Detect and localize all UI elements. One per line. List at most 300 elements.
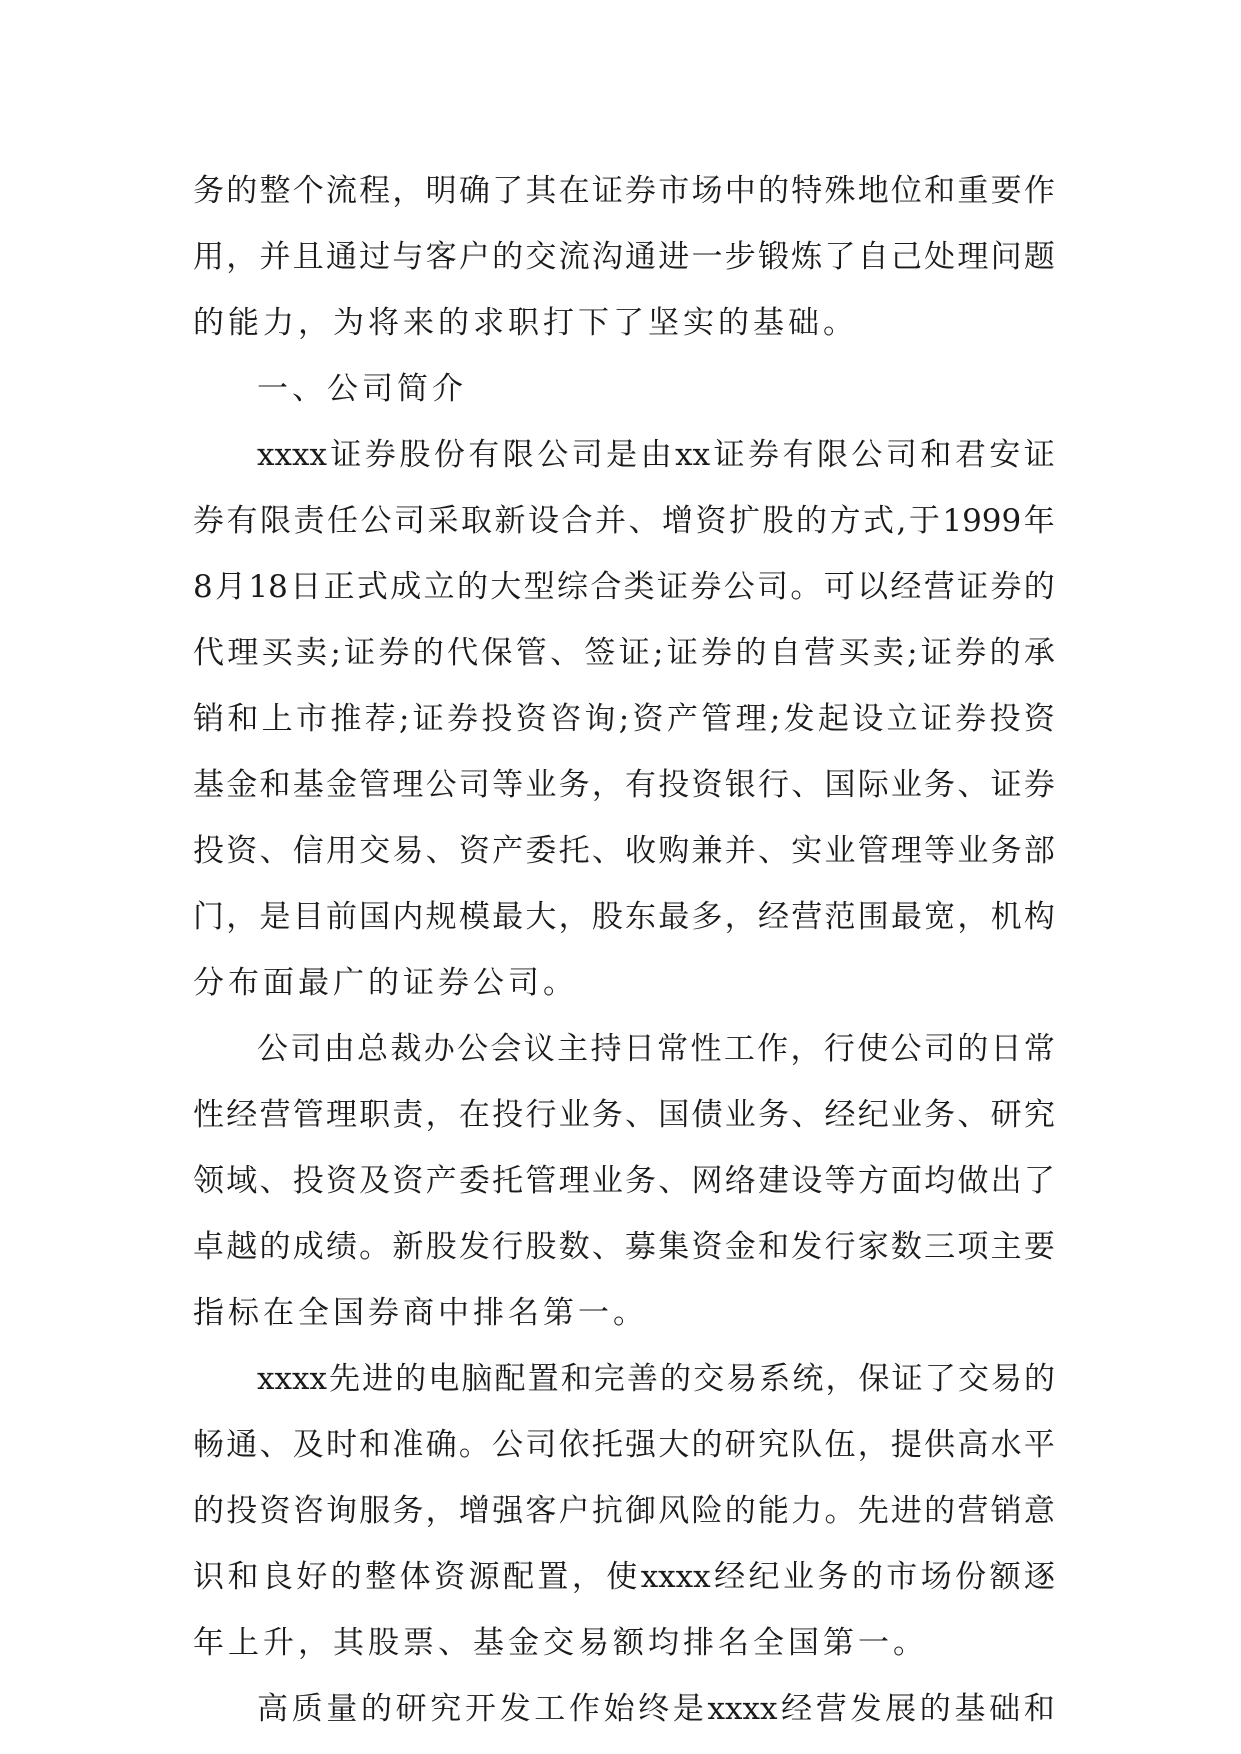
glyph: 券 xyxy=(690,569,722,605)
glyph: 特 xyxy=(791,173,823,209)
glyph: 使 xyxy=(857,1031,889,1067)
glyph: 地 xyxy=(857,173,889,209)
glyph: 易 xyxy=(392,833,424,869)
glyph: 职 xyxy=(359,1097,391,1133)
glyph: 。 xyxy=(359,1229,391,1265)
glyph: 目 xyxy=(292,899,324,935)
glyph: 服 xyxy=(359,1493,391,1529)
glyph: 有 xyxy=(782,437,814,473)
glyph: ; xyxy=(653,635,664,671)
glyph: 投 xyxy=(989,701,1021,737)
glyph: 逐 xyxy=(1024,1559,1055,1595)
glyph: 行 xyxy=(525,1097,557,1133)
glyph: 立 xyxy=(886,701,918,737)
glyph: 的 xyxy=(259,1229,291,1265)
glyph: 委 xyxy=(525,833,557,869)
glyph: 量 xyxy=(326,1691,358,1727)
glyph: 出 xyxy=(990,1163,1022,1199)
text-line xyxy=(193,1280,1055,1346)
glyph: 供 xyxy=(924,1427,956,1463)
glyph: 新 xyxy=(392,1229,424,1265)
glyph: 时 xyxy=(325,1427,357,1463)
glyph: 理 xyxy=(558,1163,590,1199)
glyph: 个 xyxy=(292,173,324,209)
glyph: 和 xyxy=(227,1559,259,1595)
text-line xyxy=(193,1676,1055,1742)
glyph: 额 xyxy=(989,1559,1021,1595)
glyph: 基 xyxy=(292,767,324,803)
glyph: 纪 xyxy=(748,1559,780,1595)
glyph: 一 xyxy=(691,239,723,275)
glyph: 有 xyxy=(226,503,258,539)
glyph: 抗 xyxy=(591,1493,623,1529)
glyph: 确 xyxy=(425,1427,457,1463)
glyph: 务 xyxy=(924,767,956,803)
glyph: 证 xyxy=(330,437,362,473)
glyph: 配 xyxy=(502,1559,534,1595)
glyph: 券 xyxy=(193,503,224,539)
glyph: 构 xyxy=(1023,899,1055,935)
glyph: 和 xyxy=(227,701,259,737)
glyph: 股 xyxy=(762,503,794,539)
glyph: 询 xyxy=(584,701,616,737)
glyph: 完 xyxy=(593,1361,625,1397)
glyph: 性 xyxy=(690,1031,722,1067)
glyph: 18 xyxy=(248,569,288,605)
text-line xyxy=(193,488,1055,554)
glyph: 理 xyxy=(890,833,922,869)
glyph: 证 xyxy=(412,701,444,737)
glyph: 等 xyxy=(492,767,524,803)
glyph: 公 xyxy=(537,437,569,473)
glyph: 明 xyxy=(425,173,457,209)
glyph: 能 xyxy=(757,1493,789,1529)
glyph: 数 xyxy=(558,1229,590,1265)
glyph: 理 xyxy=(325,1097,357,1133)
glyph: 户 xyxy=(558,1493,590,1529)
glyph: 开 xyxy=(464,1691,496,1727)
glyph: 年 xyxy=(1023,503,1055,539)
glyph: 投 xyxy=(658,767,690,803)
glyph: 在 xyxy=(458,1097,490,1133)
glyph: 券 xyxy=(1023,767,1055,803)
glyph: 究 xyxy=(1023,1097,1055,1133)
glyph: 且 xyxy=(292,239,324,275)
glyph: 综 xyxy=(556,569,588,605)
text-line xyxy=(193,224,1055,290)
glyph: 置 xyxy=(537,1559,569,1595)
text-line xyxy=(193,686,1055,752)
glyph: 资 xyxy=(632,701,664,737)
glyph: 的 xyxy=(691,1427,723,1463)
text-line xyxy=(193,1016,1055,1082)
glyph: 证 xyxy=(344,635,376,671)
glyph: 咨 xyxy=(292,1493,324,1529)
glyph: 等 xyxy=(824,1163,856,1199)
glyph: 整 xyxy=(259,173,291,209)
glyph: 司 xyxy=(571,437,603,473)
glyph: 的 xyxy=(757,173,789,209)
glyph: 设 xyxy=(791,1163,823,1199)
glyph: 、 xyxy=(259,1427,291,1463)
glyph: 的 xyxy=(724,1493,756,1529)
glyph: 办 xyxy=(423,1031,455,1067)
glyph: 证 xyxy=(920,701,952,737)
glyph: 务 xyxy=(558,767,590,803)
glyph: 先 xyxy=(329,1361,361,1397)
glyph: 签 xyxy=(584,635,616,671)
glyph: 责 xyxy=(392,1097,424,1133)
glyph: ， xyxy=(558,899,590,935)
glyph: 锻 xyxy=(757,239,789,275)
glyph: 上 xyxy=(261,701,293,737)
glyph: 、 xyxy=(957,1097,989,1133)
text-line xyxy=(193,1214,1055,1280)
glyph: 承 xyxy=(1023,635,1055,671)
glyph: 统 xyxy=(792,1361,824,1397)
glyph: 行 xyxy=(824,1229,856,1265)
glyph: 程 xyxy=(359,173,391,209)
glyph: 理 xyxy=(735,701,767,737)
glyph: 证 xyxy=(920,635,952,671)
glyph: 过 xyxy=(359,239,391,275)
glyph: 场 xyxy=(691,173,723,209)
glyph: 证 xyxy=(891,1361,923,1397)
glyph: 证 xyxy=(657,569,688,605)
glyph: 责 xyxy=(293,503,325,539)
glyph: 业 xyxy=(824,833,856,869)
glyph: 和 xyxy=(1023,1691,1055,1727)
glyph: 了 xyxy=(824,239,856,275)
glyph: 债 xyxy=(691,1097,723,1133)
glyph: 管 xyxy=(292,1097,324,1133)
glyph: 月 xyxy=(215,569,247,605)
glyph: 市 xyxy=(658,173,690,209)
glyph: 性 xyxy=(193,1097,224,1133)
glyph: 终 xyxy=(638,1691,670,1727)
glyph: 券 xyxy=(625,173,657,209)
glyph: 研 xyxy=(990,1097,1022,1133)
glyph: 的 xyxy=(330,1559,362,1595)
glyph: 并 xyxy=(259,239,291,275)
glyph: 绩 xyxy=(325,1229,357,1265)
glyph: 和 xyxy=(560,1361,592,1397)
glyph: 善 xyxy=(626,1361,658,1397)
glyph: 司 xyxy=(923,1031,955,1067)
glyph: 国 xyxy=(658,1097,690,1133)
glyph: ， xyxy=(957,899,989,935)
glyph: 的 xyxy=(924,1493,956,1529)
glyph: 卖 xyxy=(295,635,327,671)
glyph: 网 xyxy=(691,1163,723,1199)
glyph: 发 xyxy=(791,1229,823,1265)
glyph: 要 xyxy=(1023,1229,1055,1265)
glyph: 正 xyxy=(323,569,355,605)
glyph: 体 xyxy=(399,1559,431,1595)
glyph: 流 xyxy=(558,239,590,275)
glyph: 研 xyxy=(395,1691,427,1727)
glyph: 的 xyxy=(989,635,1021,671)
glyph: 用 xyxy=(193,239,224,275)
glyph: ， xyxy=(857,1427,889,1463)
glyph: 际 xyxy=(857,767,889,803)
glyph: 主 xyxy=(990,1229,1022,1265)
glyph: 的 xyxy=(796,503,827,539)
glyph: 资 xyxy=(434,1559,466,1595)
glyph: 依 xyxy=(558,1427,590,1463)
glyph: 立 xyxy=(423,569,455,605)
glyph: 司 xyxy=(394,503,425,539)
glyph: 以 xyxy=(857,569,889,605)
glyph: 做 xyxy=(957,1163,989,1199)
glyph: 部 xyxy=(1023,833,1055,869)
text-line xyxy=(193,290,1055,356)
glyph: 合 xyxy=(590,569,622,605)
glyph: 基 xyxy=(954,1691,986,1727)
glyph: 代 xyxy=(193,635,224,671)
text-line xyxy=(193,1610,1055,1676)
glyph: 公 xyxy=(890,1031,922,1067)
glyph: 型 xyxy=(523,569,555,605)
glyph: 日 xyxy=(990,1031,1022,1067)
text-line xyxy=(193,1346,1055,1412)
glyph: 投 xyxy=(193,833,224,869)
glyph: 资 xyxy=(325,1163,357,1199)
glyph: 和 xyxy=(920,437,952,473)
glyph: 成 xyxy=(390,569,422,605)
glyph: 托 xyxy=(492,1163,524,1199)
glyph: ; xyxy=(769,701,781,737)
glyph: 进 xyxy=(890,1493,922,1529)
glyph: 在 xyxy=(558,173,590,209)
glyph: 信 xyxy=(292,833,324,869)
glyph: 并 xyxy=(595,503,626,539)
glyph: 司 xyxy=(525,1427,557,1463)
text-line xyxy=(193,1148,1055,1214)
text-line xyxy=(193,1412,1055,1478)
glyph: 作 xyxy=(568,1691,600,1727)
glyph: 均 xyxy=(924,1163,956,1199)
glyph: 限 xyxy=(260,503,291,539)
glyph: 脑 xyxy=(461,1361,493,1397)
glyph: ， xyxy=(591,767,623,803)
glyph: 大 xyxy=(658,1427,690,1463)
glyph: ， xyxy=(425,1493,457,1529)
glyph: 议 xyxy=(523,1031,555,1067)
glyph: 设 xyxy=(852,701,884,737)
glyph: ; xyxy=(907,635,918,671)
glyph: 业 xyxy=(782,1559,814,1595)
glyph: 提 xyxy=(890,1427,922,1463)
glyph: 询 xyxy=(325,1493,357,1529)
glyph: 项 xyxy=(957,1229,989,1265)
glyph: 资 xyxy=(691,1229,723,1265)
glyph: 、 xyxy=(259,1163,291,1199)
text-line xyxy=(193,884,1055,950)
glyph: 的 xyxy=(395,1361,427,1397)
glyph: ， xyxy=(790,1031,822,1067)
glyph: 殊 xyxy=(824,173,856,209)
glyph: 好 xyxy=(296,1559,328,1595)
glyph: 己 xyxy=(890,239,922,275)
glyph: 任 xyxy=(327,503,358,539)
glyph: 证 xyxy=(1023,437,1055,473)
glyph: 纪 xyxy=(857,1097,889,1133)
glyph: 公 xyxy=(425,767,457,803)
glyph: 业 xyxy=(890,1097,922,1133)
text-line xyxy=(193,1082,1055,1148)
glyph: 、 xyxy=(591,1229,623,1265)
glyph: 合 xyxy=(561,503,593,539)
glyph: 业 xyxy=(558,1097,590,1133)
glyph: xx xyxy=(675,437,711,473)
glyph: 限 xyxy=(816,437,848,473)
glyph: 成 xyxy=(292,1229,324,1265)
glyph: 的 xyxy=(193,1493,224,1529)
glyph: 步 xyxy=(724,239,756,275)
glyph: 有 xyxy=(468,437,500,473)
glyph: 重 xyxy=(957,173,989,209)
glyph: 进 xyxy=(658,239,690,275)
glyph: 客 xyxy=(425,239,457,275)
glyph: 设 xyxy=(528,503,559,539)
glyph: 源 xyxy=(468,1559,500,1595)
glyph: xxxx xyxy=(257,1361,327,1397)
glyph: 的 xyxy=(957,1031,989,1067)
glyph: 市 xyxy=(886,1559,918,1595)
glyph: 与 xyxy=(392,239,424,275)
glyph: 购 xyxy=(658,833,690,869)
glyph: 1999 xyxy=(942,503,1022,539)
glyph: 式 xyxy=(863,503,894,539)
glyph: 力 xyxy=(791,1493,823,1529)
glyph: 的 xyxy=(226,173,258,209)
glyph: 、 xyxy=(425,833,457,869)
glyph: 客 xyxy=(525,1493,557,1529)
glyph: 的 xyxy=(456,569,488,605)
glyph: ; xyxy=(618,701,630,737)
glyph: 御 xyxy=(625,1493,657,1529)
glyph: 限 xyxy=(502,437,534,473)
glyph: 作 xyxy=(1023,173,1055,209)
glyph: 、 xyxy=(658,1163,690,1199)
glyph: 由 xyxy=(640,437,672,473)
text-line xyxy=(193,422,1055,488)
glyph: 易 xyxy=(990,1361,1022,1397)
glyph: 良 xyxy=(261,1559,293,1595)
text-line-content: 年上升，其股票、基金交易额均排名全国第一。 xyxy=(193,1625,928,1661)
glyph: 通 xyxy=(625,239,657,275)
glyph: 的 xyxy=(659,1361,691,1397)
glyph: 沟 xyxy=(591,239,623,275)
glyph: 会 xyxy=(490,1031,522,1067)
glyph: 安 xyxy=(989,437,1021,473)
glyph: 进 xyxy=(362,1361,394,1397)
glyph: 确 xyxy=(458,173,490,209)
glyph: 和 xyxy=(924,173,956,209)
glyph: 的 xyxy=(492,239,524,275)
glyph: 了 xyxy=(924,1361,956,1397)
glyph: 和 xyxy=(359,1427,391,1463)
glyph: 的 xyxy=(735,635,767,671)
glyph: 门 xyxy=(193,899,224,935)
glyph: 、 xyxy=(757,833,789,869)
glyph: 务 xyxy=(193,173,224,209)
glyph: 销 xyxy=(990,1493,1022,1529)
glyph: 经 xyxy=(226,1097,258,1133)
glyph: 取 xyxy=(461,503,492,539)
glyph: 管 xyxy=(857,833,889,869)
glyph: 先 xyxy=(857,1493,889,1529)
glyph: 券 xyxy=(955,701,987,737)
glyph: 证 xyxy=(713,437,745,473)
glyph: 营 xyxy=(791,899,823,935)
glyph: 整 xyxy=(365,1559,397,1595)
text-line-content: 一、公司简介 xyxy=(257,371,467,407)
glyph: 有 xyxy=(625,767,657,803)
glyph: 机 xyxy=(990,899,1022,935)
glyph: 和 xyxy=(259,767,291,803)
glyph: 经 xyxy=(757,899,789,935)
glyph: 电 xyxy=(428,1361,460,1397)
glyph: 营 xyxy=(815,1691,847,1727)
glyph: 证 xyxy=(618,635,650,671)
glyph: 规 xyxy=(425,899,457,935)
glyph: 处 xyxy=(924,239,956,275)
glyph: 队 xyxy=(791,1427,823,1463)
glyph: 券 xyxy=(955,635,987,671)
glyph: 并 xyxy=(724,833,756,869)
glyph: 公 xyxy=(851,437,883,473)
glyph: 主 xyxy=(557,1031,589,1067)
text-line xyxy=(193,950,1055,1016)
glyph: 股 xyxy=(425,1229,457,1265)
glyph: 的 xyxy=(919,1691,951,1727)
glyph: 了 xyxy=(1023,1163,1055,1199)
text-line xyxy=(193,1478,1055,1544)
glyph: 工 xyxy=(534,1691,566,1727)
glyph: 高 xyxy=(957,1427,989,1463)
glyph: 范 xyxy=(824,899,856,935)
glyph: 股 xyxy=(591,899,623,935)
glyph: 托 xyxy=(591,1427,623,1463)
glyph: 是 xyxy=(259,899,291,935)
glyph: 证 xyxy=(591,173,623,209)
glyph: 是 xyxy=(606,437,638,473)
glyph: 收 xyxy=(625,833,657,869)
glyph: 多 xyxy=(691,899,723,935)
glyph: 始 xyxy=(603,1691,635,1727)
glyph: 份 xyxy=(955,1559,987,1595)
glyph: 是 xyxy=(672,1691,704,1727)
glyph: 常 xyxy=(1023,1031,1055,1067)
glyph: 高 xyxy=(257,1691,288,1727)
glyph: 资 xyxy=(691,767,723,803)
glyph: 其 xyxy=(525,173,557,209)
glyph: 股 xyxy=(525,1229,557,1265)
text-line xyxy=(193,1544,1055,1610)
glyph: 君 xyxy=(954,437,986,473)
glyph: 管 xyxy=(701,701,733,737)
glyph: 位 xyxy=(890,173,922,209)
glyph: 究 xyxy=(757,1427,789,1463)
glyph: 式 xyxy=(356,569,388,605)
glyph: 易 xyxy=(726,1361,758,1397)
glyph: 强 xyxy=(625,1427,657,1463)
glyph: 保 xyxy=(481,635,513,671)
glyph: 交 xyxy=(525,239,557,275)
glyph: 业 xyxy=(525,767,557,803)
